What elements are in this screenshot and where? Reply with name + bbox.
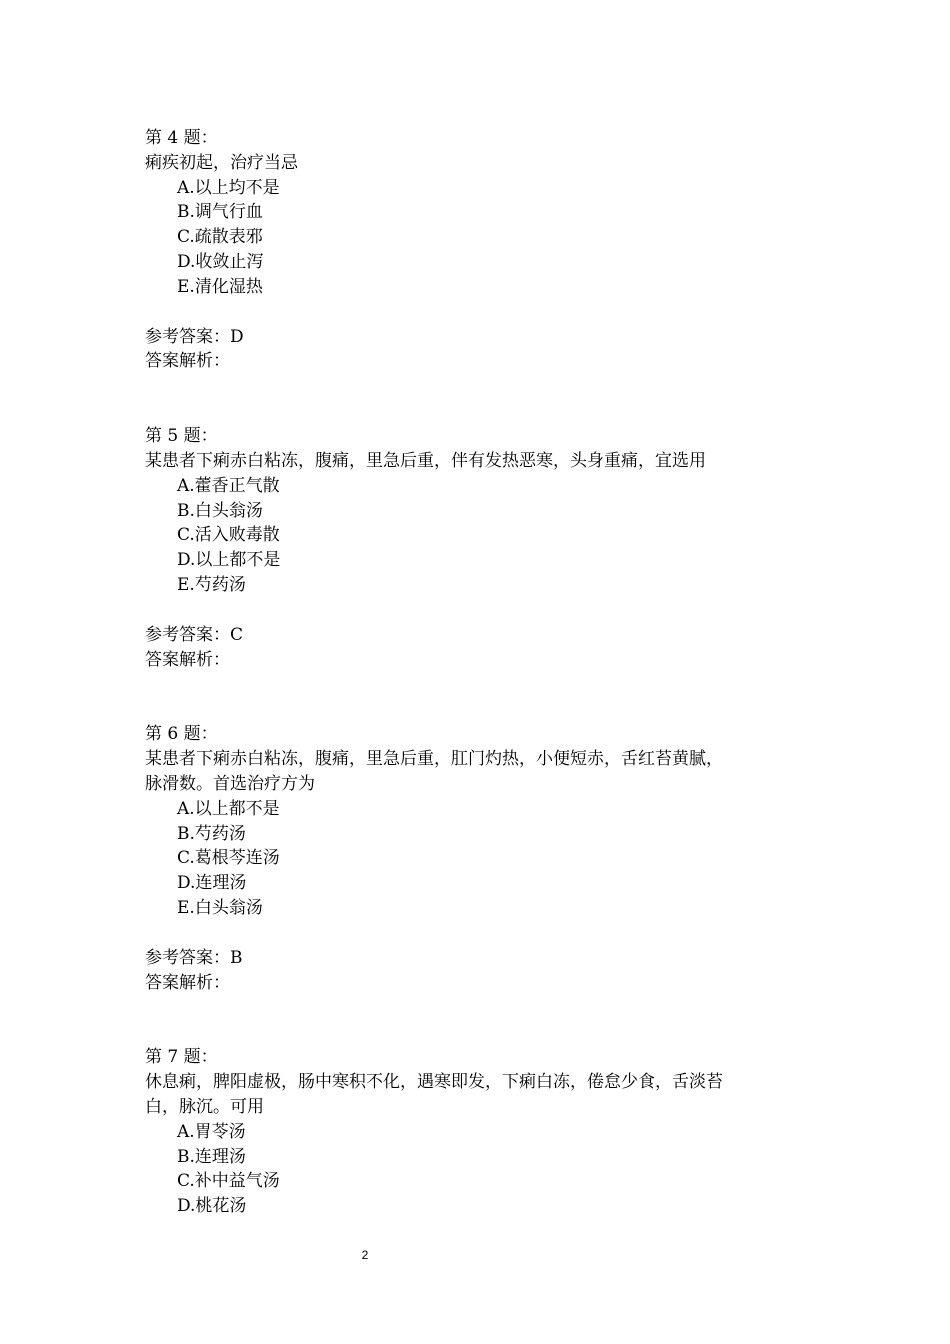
question-stem-line: 白，脉沉。可用 [145,1096,264,1117]
option-d: D.收敛止泻 [177,251,264,272]
option-e: E.清化湿热 [177,276,263,297]
question-4 [145,126,810,424]
question-heading: 第 6 题： [145,724,218,745]
question-stem-line: 某患者下痢赤白粘冻，腹痛，里急后重，肛门灼热，小便短赤，舌红苔黄腻， [145,749,723,770]
option-c: C.补中益气汤 [177,1171,280,1192]
option-e: E.白头翁汤 [177,897,263,918]
option-b: B.芍药汤 [177,823,246,844]
answer-analysis: 答案解析： [145,972,230,993]
option-c: C.疏散表邪 [177,227,263,248]
question-heading: 第 4 题： [145,128,218,148]
option-d: D.连理汤 [177,873,247,894]
reference-answer: 参考答案：B [145,947,243,968]
question-stem [145,747,810,797]
question-stem [145,1070,810,1120]
option-a: A.胃苓汤 [177,1121,246,1142]
reference-answer: 参考答案：D [145,326,244,347]
option-d: D.桃花汤 [177,1196,247,1217]
option-a: A.以上均不是 [177,177,280,198]
option-a: A.藿香正气散 [177,475,280,496]
question-list [145,126,810,1219]
option-b: B.白头翁汤 [177,500,263,521]
option-a: A.以上都不是 [177,798,280,819]
page-number: 2 [361,1248,369,1262]
question-7 [145,1045,810,1219]
option-d: D.以上都不是 [177,550,281,571]
question-5 [145,424,810,722]
option-c: C.葛根芩连汤 [177,848,280,869]
option-b: B.连理汤 [177,1146,246,1167]
question-stem [145,449,810,474]
question-stem-line: 某患者下痢赤白粘冻，腹痛，里急后重，伴有发热恶寒，头身重痛，宜选用 [145,450,706,471]
question-6 [145,722,810,1045]
question-stem-line: 痢疾初起，治疗当忌 [145,152,298,173]
option-e: E.芍药汤 [177,574,246,595]
question-heading: 第 7 题： [145,1047,218,1068]
option-c: C.活入败毒散 [177,525,280,546]
answer-analysis: 答案解析： [145,351,230,372]
answer-analysis: 答案解析： [145,649,230,670]
reference-answer: 参考答案：C [145,624,244,645]
question-heading: 第 5 题： [145,426,218,447]
option-b: B.调气行血 [177,202,263,223]
question-stem-line: 脉滑数。首选治疗方为 [145,773,315,794]
question-stem [145,151,810,176]
question-stem-line: 休息痢，脾阳虚极，肠中寒积不化，遇寒即发，下痢白冻，倦怠少食，舌淡苔 [145,1072,723,1093]
